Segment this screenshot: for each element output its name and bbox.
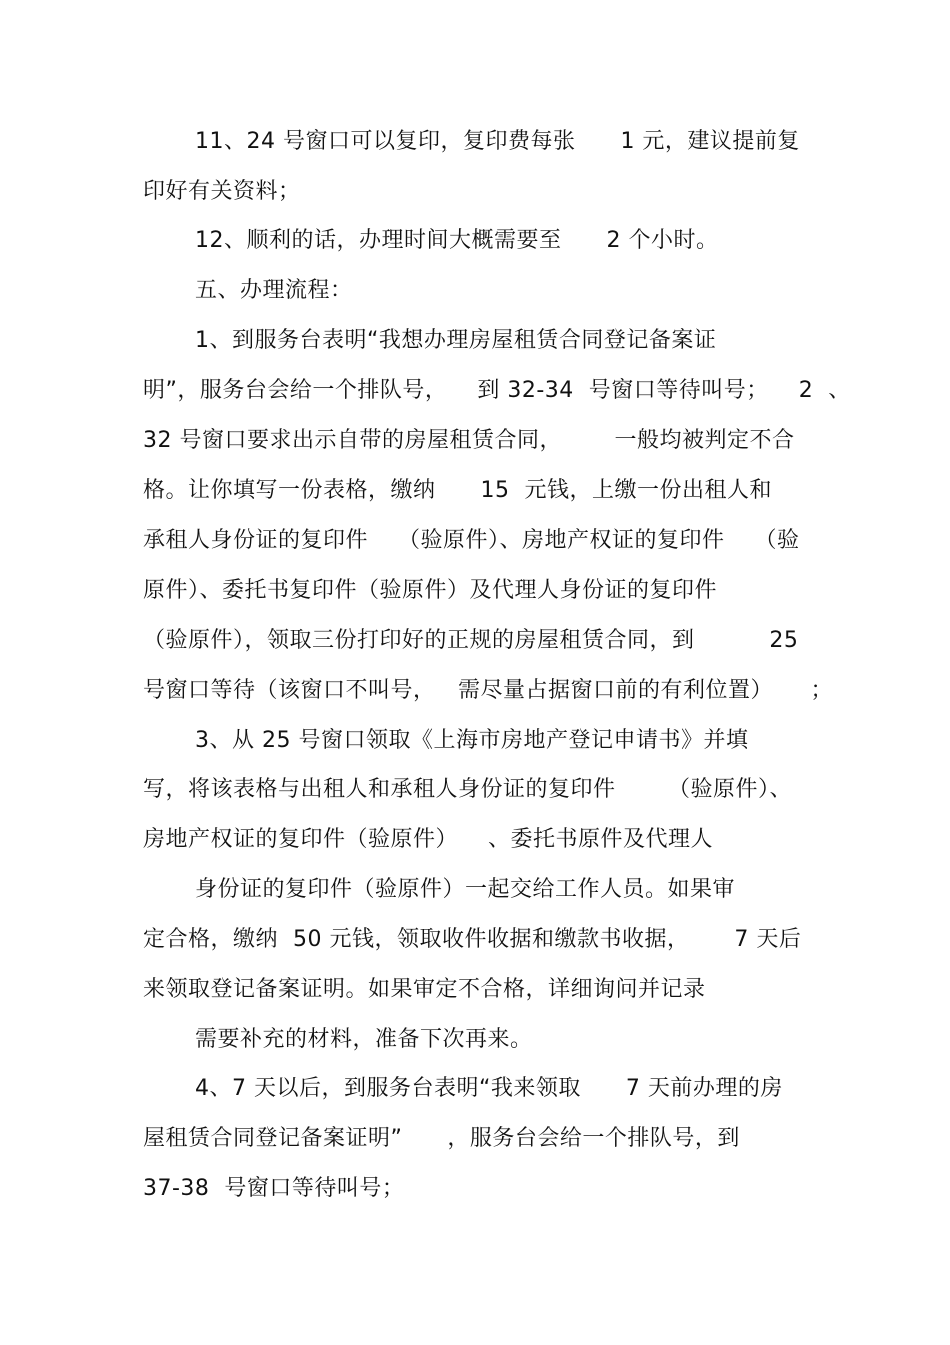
text-line: 号窗口等待（该窗口不叫号， 需尽量占据窗口前的有利位置） ； xyxy=(143,678,833,703)
text-line: 定合格，缴纳 50 元钱，领取收件收据和缴款书收据， 7 天后 xyxy=(143,927,802,952)
text-line: （验原件），领取三份打印好的正规的房屋租赁合同，到 25 xyxy=(143,628,799,653)
text-line: 屋租赁合同登记备案证明” ，服务台会给一个排队号，到 xyxy=(143,1126,740,1151)
text-line: 格。让你填写一份表格，缴纳 15 元钱，上缴一份出租人和 xyxy=(143,478,772,503)
text-line: 原件）、委托书复印件（验原件）及代理人身份证的复印件 xyxy=(143,578,718,603)
text-line: 来领取登记备案证明。如果审定不合格，详细询问并记录 xyxy=(143,977,706,1002)
section-heading: 五、办理流程： xyxy=(195,278,353,303)
text-line: 需要补充的材料，准备下次再来。 xyxy=(195,1027,533,1052)
text-line: 写，将该表格与出租人和承租人身份证的复印件 （验原件）、 xyxy=(143,777,792,802)
text-line: 承租人身份证的复印件 （验原件）、房地产权证的复印件 （验 xyxy=(143,528,800,553)
text-line: 明”，服务台会给一个排队号， 到 32-34 号窗口等待叫号； 2 、 xyxy=(143,378,851,403)
text-line: 32 号窗口要求出示自带的房屋租赁合同， 一般均被判定不合 xyxy=(143,428,795,453)
text-line: 1、到服务台表明“我想办理房屋租赁合同登记备案证 xyxy=(195,328,717,353)
text-line: 房地产权证的复印件（验原件） 、委托书原件及代理人 xyxy=(143,827,713,852)
text-line: 身份证的复印件（验原件）一起交给工作人员。如果审 xyxy=(195,877,736,902)
text-line: 4、7 天以后，到服务台表明“我来领取 7 天前办理的房 xyxy=(195,1076,783,1101)
text-line: 印好有关资料； xyxy=(143,179,301,204)
text-line: 3、从 25 号窗口领取《上海市房地产登记申请书》并填 xyxy=(195,728,749,753)
text-line: 11、24 号窗口可以复印，复印费每张 1 元，建议提前复 xyxy=(195,129,800,154)
text-line: 37-38 号窗口等待叫号； xyxy=(143,1176,405,1201)
text-line: 12、顺利的话，办理时间大概需要至 2 个小时。 xyxy=(195,228,719,253)
